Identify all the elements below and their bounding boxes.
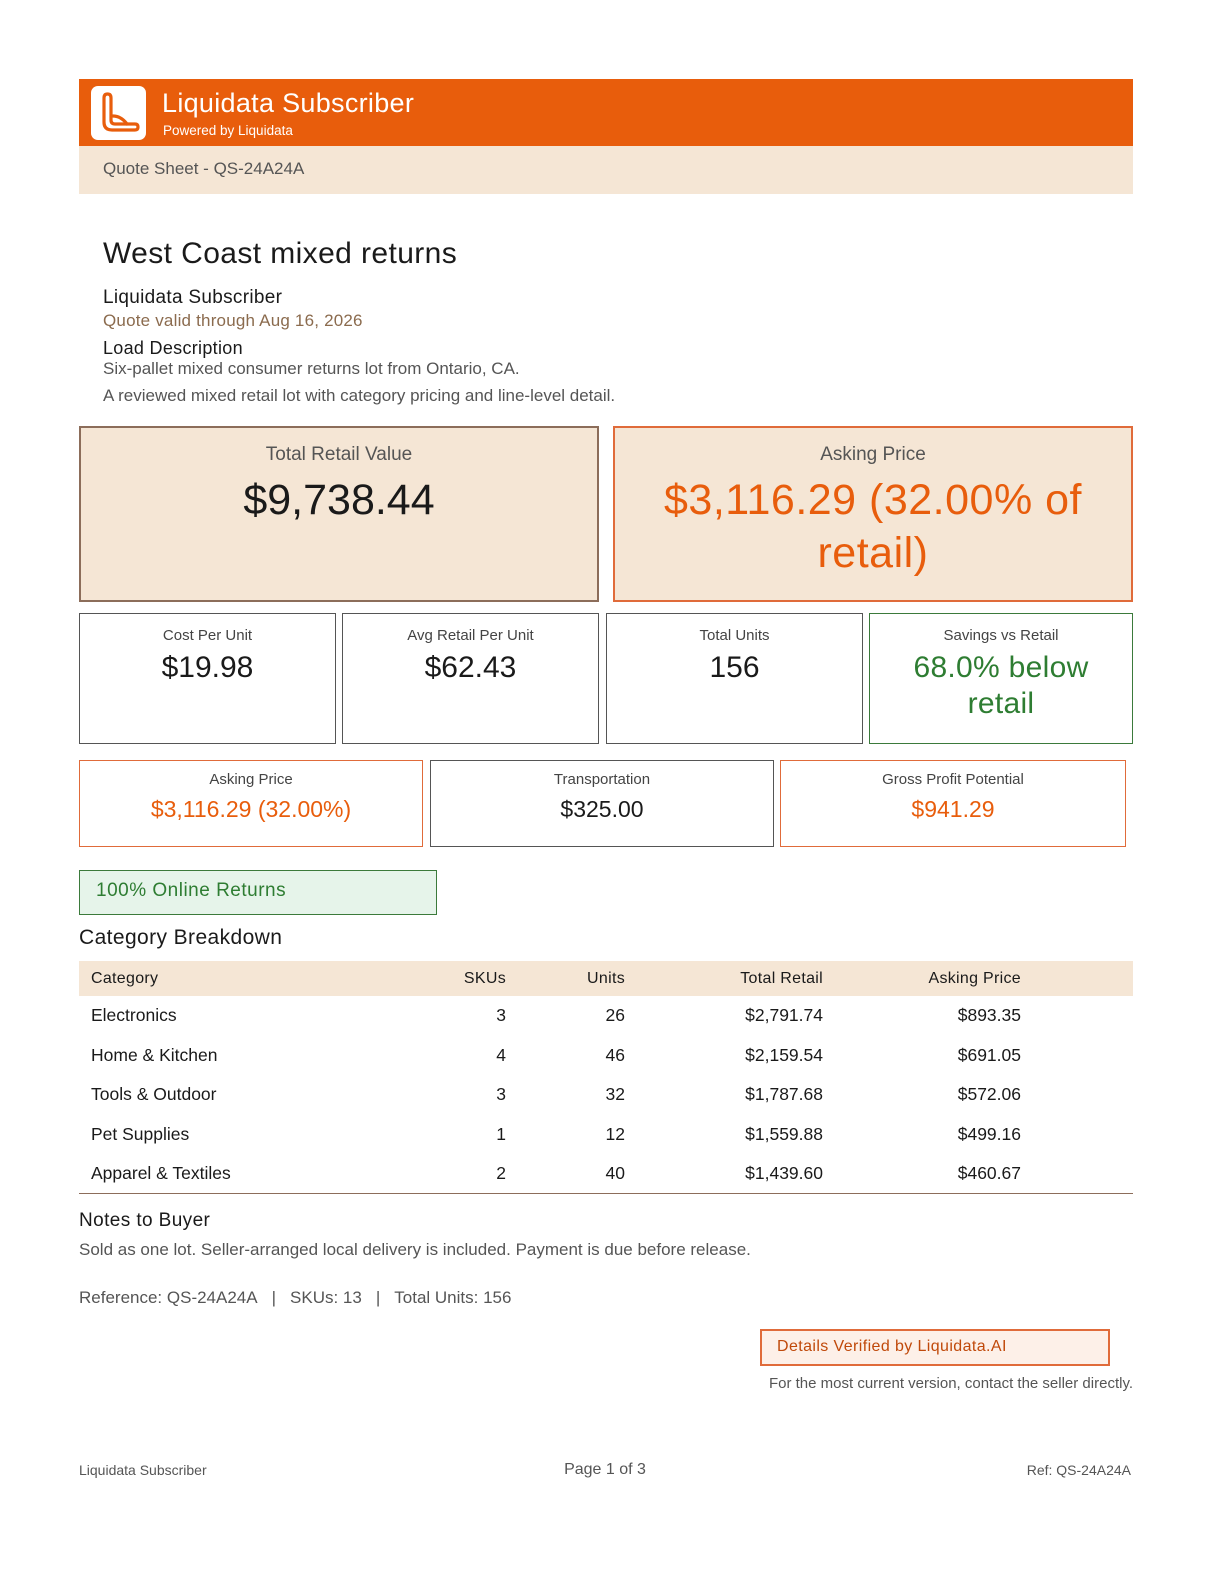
footer-reference: Ref: QS-24A24A xyxy=(1026,1462,1131,1478)
total-retail-value: $9,738.44 xyxy=(243,476,435,524)
cell-units: 32 xyxy=(605,1084,625,1105)
asking-price-label: Asking Price xyxy=(820,444,926,465)
page-number: Page 1 of 3 xyxy=(564,1461,646,1478)
notes-title: Notes to Buyer xyxy=(79,1210,211,1231)
reference-line xyxy=(79,1288,511,1308)
metric-label: Cost Per Unit xyxy=(162,627,253,644)
spacer-cell xyxy=(1021,1154,1133,1194)
spacer-cell xyxy=(1021,961,1133,996)
footer-left: Liquidata Subscriber xyxy=(79,1462,207,1478)
spacer-cell xyxy=(1021,1075,1133,1115)
cell-category: Tools & Outdoor xyxy=(91,1084,217,1105)
mini-label: Gross Profit Potential xyxy=(882,771,1024,788)
reference-units: Total Units: 156 xyxy=(394,1288,512,1307)
cell-units: 46 xyxy=(605,1044,625,1065)
online-returns-text: 100% Online Returns xyxy=(96,880,287,901)
savings-vs-retail-card xyxy=(869,613,1133,744)
cell-total-retail: $1,787.68 xyxy=(745,1084,823,1105)
column-header: SKUs xyxy=(463,969,506,987)
total-retail-card xyxy=(79,426,599,602)
cell-skus: 4 xyxy=(496,1044,506,1065)
cell-skus: 1 xyxy=(496,1124,506,1145)
asking-price-card xyxy=(613,426,1133,602)
cell-category: Home & Kitchen xyxy=(91,1044,218,1065)
table-row xyxy=(79,1036,1133,1076)
spacer-cell xyxy=(1021,1036,1133,1076)
description-label: Load Description xyxy=(103,338,243,358)
cell-total-retail: $2,791.74 xyxy=(745,1005,823,1026)
liquidata-logo-icon xyxy=(91,86,146,140)
quote-sheet-bar xyxy=(79,146,1133,194)
column-header: Category xyxy=(91,969,159,987)
brand-subtitle: Powered by Liquidata xyxy=(163,123,293,138)
metric-label: Total Units xyxy=(699,627,770,644)
table-header-row xyxy=(79,961,1133,996)
spacer-cell xyxy=(1021,996,1133,1036)
mini-value: $3,116.29 (32.00%) xyxy=(150,796,352,822)
mini-value: $325.00 xyxy=(560,796,644,822)
reference-skus: SKUs: 13 xyxy=(290,1288,362,1307)
cell-asking-price: $460.67 xyxy=(823,1154,1021,1194)
brand-title: Liquidata Subscriber xyxy=(162,88,415,118)
metric-value: $62.43 xyxy=(424,651,517,684)
total-retail-label: Total Retail Value xyxy=(265,444,413,465)
cell-skus: 3 xyxy=(496,1084,506,1105)
brand-header xyxy=(79,79,1133,146)
cell-units: 12 xyxy=(605,1124,625,1145)
description-line: Six-pallet mixed consumer returns lot from Ontario, CA. xyxy=(103,359,520,378)
cell-category: Pet Supplies xyxy=(91,1124,190,1145)
metric-label: Savings vs Retail xyxy=(943,627,1059,644)
mini-value: $941.29 xyxy=(911,796,995,822)
table-row xyxy=(79,1115,1133,1155)
notes-text: Sold as one lot. Seller-arranged local delivery is included. Payment is due before release. xyxy=(79,1240,751,1259)
cell-units: 40 xyxy=(506,1154,625,1194)
verified-badge xyxy=(760,1329,1110,1366)
avg-retail-per-unit-card xyxy=(342,613,599,744)
reference-id: Reference: QS-24A24A xyxy=(79,1288,258,1307)
table-row xyxy=(79,1154,1133,1194)
cell-asking-price: $893.35 xyxy=(957,1005,1021,1026)
cell-asking-price: $691.05 xyxy=(957,1044,1021,1065)
metric-value: $19.98 xyxy=(161,651,254,684)
cost-per-unit-card xyxy=(79,613,336,744)
mini-label: Asking Price xyxy=(209,771,293,788)
description-line: A reviewed mixed retail lot with category pricing and line-level detail. xyxy=(103,386,616,405)
metric-value: 68.0% below retail xyxy=(913,651,1089,720)
mini-label: Transportation xyxy=(553,771,651,788)
quote-validity: Quote valid through Aug 16, 2026 xyxy=(103,311,363,330)
online-returns-badge xyxy=(79,870,437,915)
asking-price-mini-card xyxy=(79,760,423,847)
cell-total-retail: $1,439.60 xyxy=(625,1154,823,1194)
category-table xyxy=(79,961,1133,1194)
total-units-card xyxy=(606,613,863,744)
cell-total-retail: $2,159.54 xyxy=(745,1044,823,1065)
verified-text: Details Verified by Liquidata.AI xyxy=(777,1338,1007,1355)
metric-value: 156 xyxy=(709,651,760,684)
column-header: Units xyxy=(587,969,625,987)
gross-profit-card xyxy=(780,760,1126,847)
column-header: Asking Price xyxy=(928,969,1021,987)
cell-total-retail: $1,559.88 xyxy=(745,1124,823,1145)
cell-category: Electronics xyxy=(91,1005,177,1026)
lot-title: West Coast mixed returns xyxy=(103,237,458,270)
table-row xyxy=(79,1075,1133,1115)
category-breakdown-title: Category Breakdown xyxy=(79,926,283,949)
separator: | xyxy=(375,1288,381,1307)
quote-sheet-id: Quote Sheet - QS-24A24A xyxy=(103,159,305,178)
cell-units: 26 xyxy=(605,1005,625,1026)
cell-skus: 2 xyxy=(399,1154,506,1194)
cell-skus: 3 xyxy=(496,1005,506,1026)
metric-label: Avg Retail Per Unit xyxy=(407,627,534,644)
spacer-cell xyxy=(1021,1115,1133,1155)
table-row xyxy=(79,996,1133,1036)
cell-asking-price: $572.06 xyxy=(957,1084,1021,1105)
contact-note: For the most current version, contact the seller directly. xyxy=(768,1375,1133,1392)
column-header: Total Retail xyxy=(740,969,823,987)
cell-category: Apparel & Textiles xyxy=(79,1154,399,1194)
asking-price-value: $3,116.29 (32.00% of retail) xyxy=(663,476,1083,577)
transportation-card xyxy=(430,760,774,847)
cell-asking-price: $499.16 xyxy=(957,1124,1021,1145)
separator: | xyxy=(271,1288,277,1307)
subscriber-name: Liquidata Subscriber xyxy=(103,287,283,308)
